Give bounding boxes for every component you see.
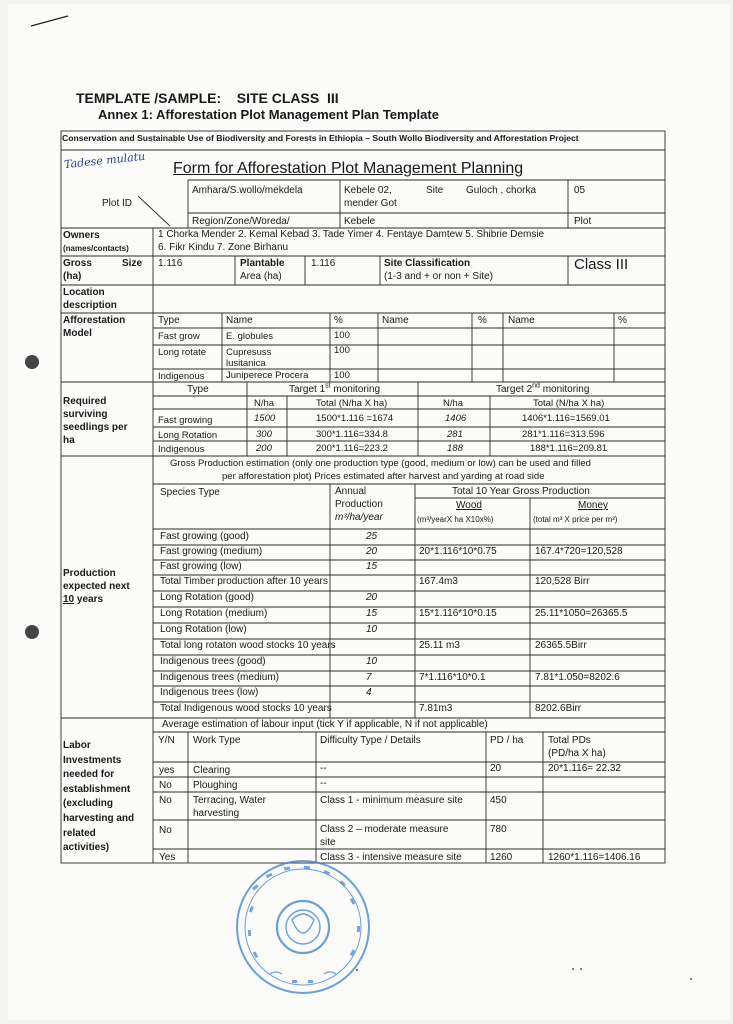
production-annual: 25 [366,531,378,542]
seedling-t1: 1500*1.116 =1674 [316,413,394,424]
col-species-type: Species Type [160,487,220,498]
ink-speck [356,969,358,971]
labor-yn: yes [159,765,175,776]
labor-total: 1260*1.116=1406.16 [548,852,641,863]
production-money: 26365.5Birr [535,640,587,651]
production-annual: 7 [366,672,372,683]
production-species: Total Indigenous wood stocks 10 years [160,703,332,714]
plot-id-label: Plot ID [102,198,133,209]
model-name: Juniperece Procera [226,370,309,381]
gross-unit-label: (ha) [63,271,82,282]
punch-hole [25,355,39,369]
ink-speck [572,968,574,970]
round-stamp-icon [232,856,374,998]
project-name: Conservation and Sustainable Use of Biodiversity and Forests in Ethiopia – South Wollo Biodiversity and Afforestation Project [62,133,579,143]
seedlings-label: surviving [63,409,108,420]
labor-pd: 1260 [490,852,513,863]
target-1-nha-header: N/ha [254,398,275,409]
target-1-title: Target 1 [289,384,326,395]
seedling-n1: 300 [256,429,272,440]
model-name: E. globules [226,331,274,342]
labor-pd: 450 [490,795,507,806]
labor-label: related [63,827,96,839]
production-species: Long Rotation (medium) [160,608,268,619]
production-species: Indigenous trees (good) [160,656,266,667]
model-type: Indigenous [158,371,205,382]
target-1-monitoring: monitoring [330,384,381,395]
labor-difficulty: Class 1 - minimum measure site [320,795,463,806]
labor-yn: Yes [159,852,176,863]
labor-pd: 780 [490,824,507,835]
owners-label: Owners [63,230,100,241]
model-col-pct-2: % [478,315,487,326]
production-years-suffix: years [74,594,104,605]
plantable-label: Plantable [240,258,285,269]
labor-label: establishment [63,783,131,795]
form-title: Form for Afforestation Plot Management Planning [173,160,524,177]
punch-hole [25,625,39,639]
site-class-value: Class III [574,256,629,273]
production-wood: 20*1.116*10*0.75 [419,546,497,557]
production-money: 120,528 Birr [535,576,590,587]
production-annual: 15 [366,561,378,572]
production-wood: 7.81m3 [419,703,453,714]
production-wood: 7*1.116*10*0.1 [419,672,486,683]
model-col-name: Name [226,315,253,326]
seedling-n1: 200 [256,443,272,454]
col-money: Money [578,500,609,511]
production-annual: 20 [366,592,378,603]
location-sublabel: description [63,300,117,311]
labor-work: Ploughing [193,780,238,791]
ink-speck [690,978,692,980]
production-species: Fast growing (low) [160,561,242,572]
labor-yn: No [159,795,172,806]
production-annual: 10 [366,624,378,635]
production-species: Total long rotaton wood stocks 10 years [160,640,336,651]
model-name-cont: lusitanica [226,358,266,369]
seedling-type: Fast growing [158,415,213,426]
labor-pd: 20 [490,763,502,774]
production-years-value: 10 [63,594,75,605]
production-species: Long Rotation (good) [160,592,254,603]
pen-mark [30,14,70,28]
col-difficulty: Difficulty Type / Details [320,735,421,746]
target-2-header [496,384,589,396]
model-type: Fast grow [158,331,200,342]
production-species: Indigenous trees (low) [160,687,259,698]
col-work-type: Work Type [193,735,241,746]
production-species: Fast growing (good) [160,531,249,542]
seedling-t2: 281*1.116=313.596 [522,429,605,440]
labor-difficulty: -- [320,763,327,774]
production-annual: 4 [366,687,372,698]
labor-work: Clearing [193,765,231,776]
kebele-label: Kebele [344,216,376,227]
site-value: Guloch , chorka [466,185,537,196]
production-money: 8202.6Birr [535,703,582,714]
labor-label: Investments [63,754,122,766]
labor-yn: No [159,825,172,836]
production-species: Total Timber production after 10 years [160,576,328,587]
labor-total: 20*1.116= 22.32 [548,763,621,774]
target-2-title: Target 2 [496,384,533,395]
gross-size-label: Size [122,258,143,269]
seedling-n1: 1500 [254,413,276,424]
col-annual: Annual [335,486,367,497]
plot-number: 05 [574,185,586,196]
col-total-pds-formula: (PD/ha X ha) [548,748,606,759]
col-wood-unit: (m³/yearX ha X10x%) [417,515,494,524]
labor-label: needed for [63,769,115,781]
production-money: 167.4*720=120,528 [535,546,623,557]
handwritten-name: Tadese mulatu [63,149,146,172]
target-2-sup: nd [532,382,540,390]
col-yn: Y/N [158,735,175,746]
seedling-t2: 1406*1.116=1569.01 [522,413,610,424]
target-2-monitoring: monitoring [539,384,590,395]
seedling-n2: 188 [447,443,463,454]
production-label: expected next [63,581,130,592]
owners-line-1: 1 Chorka Mender 2. Kemal Kebad 3. Tade Yimer 4. Fentaye Damtew 5. Shibrie Demsie [158,229,545,240]
production-note-1: Gross Production estimation (only one production type (good, medium or low) can be used and filled [170,458,591,469]
labor-work-cont: harvesting [193,808,240,819]
production-wood: 25.11 m3 [419,640,460,651]
production-note-2: per afforestation plot) Prices estimated after harvest and yarding at road side [222,471,545,482]
ink-speck [580,968,582,970]
plot-label: Plot [574,216,592,227]
production-species: Long Rotation (low) [160,624,247,635]
model-col-name-2: Name [382,315,409,326]
labor-yn: No [159,780,172,791]
production-wood: 15*1.116*10*0.15 [419,608,497,619]
col-annual-unit: m³/ha/year [335,512,383,523]
site-label: Site [426,185,444,196]
labor-label: Labor [63,740,91,751]
model-pct: 100 [334,330,350,341]
gross-label: Gross [63,258,92,269]
template-title: TEMPLATE /SAMPLE: SITE CLASS III [76,90,339,106]
seedlings-label: seedlings per [63,422,128,433]
labor-note: Average estimation of labour input (tick Y if applicable, N if not applicable) [162,719,488,730]
plantable-unit-label: Area (ha) [240,271,282,282]
kebele-value: Kebele 02, [344,185,392,196]
production-money: 25.11*1050=26365.5 [535,608,628,619]
labor-difficulty: Class 3 - intensive measure site [320,852,462,863]
model-pct: 100 [334,345,350,356]
seedlings-col-type: Type [187,384,209,395]
model-sublabel: Model [63,328,92,339]
labor-label: (excluding [63,798,114,810]
col-pd-ha: PD / ha [490,735,524,746]
model-name: Cupresuss [226,347,272,358]
region-label: Region/Zone/Woreda/ [192,216,290,227]
seedling-type: Indigenous [158,444,205,455]
production-years-label [63,594,103,606]
model-type: Long rotate [158,347,207,358]
seedling-t2: 188*1.116=209.81 [530,443,608,454]
labor-label: harvesting and [63,812,135,824]
target-2-nha-header: N/ha [443,398,464,409]
target-1-sup: st [325,382,331,390]
model-label: Afforestation [63,315,126,326]
labor-difficulty: -- [320,778,327,789]
col-total-pds: Total PDs [548,735,591,746]
seedling-t1: 300*1.116=334.8 [316,429,388,440]
annex-title: Annex 1: Afforestation Plot Management Plan Template [98,107,439,122]
seedling-type: Long Rotation [158,430,218,441]
labor-label-block [63,739,134,856]
col-wood: Wood [456,500,482,511]
gross-size-value: 1.116 [158,258,183,269]
target-1-total-header: Total (N/ha X ha) [316,398,388,409]
target-2-total-header: Total (N/ha X ha) [533,398,605,409]
seedlings-label: Required [63,396,107,407]
kebele-value-2: mender Got [344,198,397,209]
model-col-pct: % [334,315,343,326]
labor-difficulty: Class 2 – moderate measure [320,824,449,835]
model-pct: 100 [334,370,350,381]
model-col-type: Type [158,315,180,326]
labor-work: Terracing, Water [193,795,266,806]
plantable-value: 1.116 [311,258,336,269]
owners-sublabel: (names/contacts) [63,244,129,253]
production-annual: 15 [366,608,378,619]
col-annual-2: Production [335,499,383,510]
production-annual: 10 [366,656,378,667]
production-species: Fast growing (medium) [160,546,263,557]
location-label: Location [63,287,105,298]
col-money-unit: (total m³ X price per m³) [533,515,618,524]
labor-label: activities) [63,842,110,854]
site-class-label: Site Classification [384,258,471,269]
production-label: Production [63,568,116,579]
production-money: 7.81*1.050=8202.6 [535,672,620,683]
seedling-n2: 281 [447,429,463,440]
production-species: Indigenous trees (medium) [160,672,279,683]
seedlings-label: ha [63,435,75,446]
production-annual: 20 [366,546,378,557]
col-total-production: Total 10 Year Gross Production [452,486,590,497]
production-wood: 167.4m3 [419,576,458,587]
model-col-name-3: Name [508,315,535,326]
region-value: Amhara/S.wollo/mekdela [192,185,303,196]
target-1-header [289,384,380,396]
site-class-hint: (1-3 and + or non + Site) [384,271,493,282]
labor-difficulty-cont: site [320,837,336,848]
model-col-pct-3: % [618,315,627,326]
seedling-t1: 200*1.116=223.2 [316,443,388,454]
seedling-n2: 1406 [445,413,467,424]
owners-line-2: 6. Fikr Kindu 7. Zone Birhanu [158,242,289,253]
